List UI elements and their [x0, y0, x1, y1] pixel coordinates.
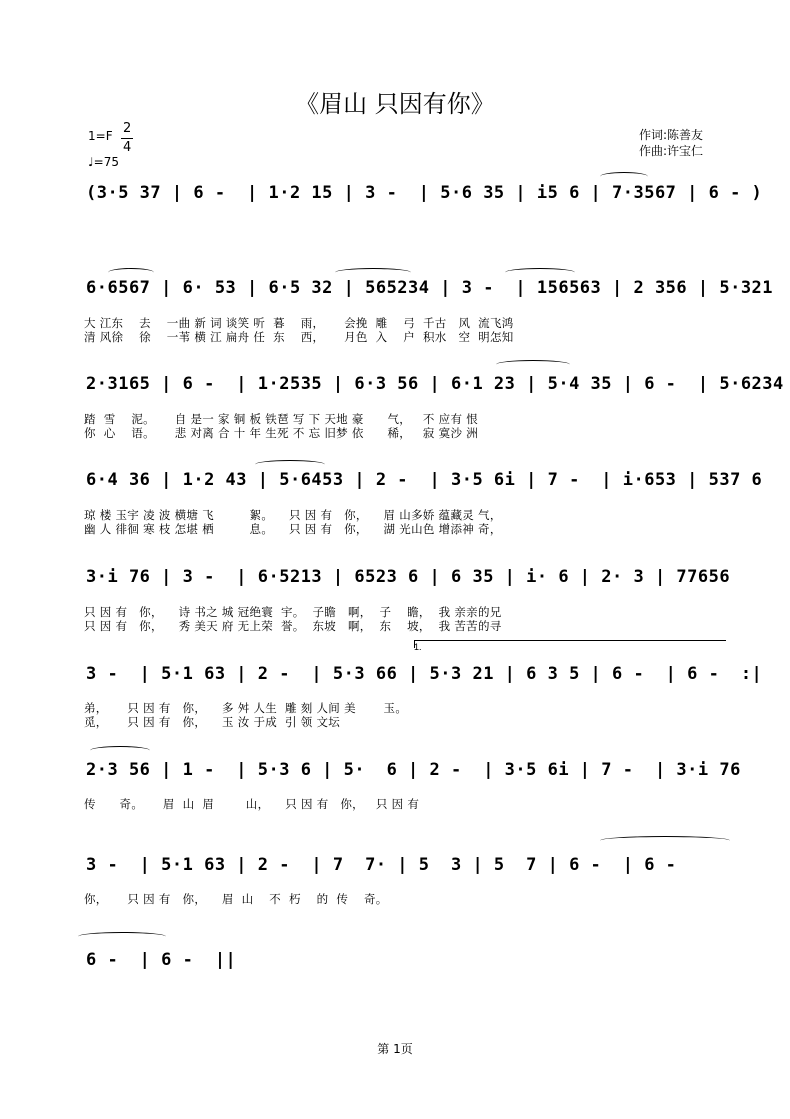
page-number: 第 1页 — [377, 1042, 413, 1056]
time-signature-top: 2 — [123, 121, 132, 136]
lyrics-line-2: 清 风徐 徐 一苇 横 江 扁舟 任 东 西， 月色 入 户 积水 空 明怎知 — [84, 330, 514, 344]
lyricist: 作词:陈善友 — [638, 128, 703, 142]
lyrics-line-1: 弟， 只 因 有 你， 多 舛 人生 雕 刻 人间 美 玉。 — [84, 701, 408, 715]
notes-line: 3 - | 5·1 63 | 2 - | 7 7· | 5 3 | 5 7 | 6 - | 6 - — [86, 855, 677, 875]
composer: 作曲:许宝仁 — [638, 144, 703, 158]
notes-line: 6·6567 | 6· 53 | 6·5 32 | 565234 | 3 - | 156563 | 2 356 | 5·321 — [86, 278, 774, 298]
notes-line: 3 - | 5·1 63 | 2 - | 5·3 66 | 5·3 21 | 6 3 5 | 6 - | 6 - :| — [86, 664, 763, 684]
slur — [496, 360, 570, 369]
notes-line: 6 - | 6 - || — [86, 950, 237, 970]
slur — [108, 268, 154, 277]
notes-line: 2·3 56 | 1 - | 5·3 6 | 5· 6 | 2 - | 3·5 6i | 7 - | 3·i 76 — [86, 760, 741, 780]
slur — [255, 460, 325, 469]
song-title: 《眉山 只因有你》 — [295, 90, 495, 118]
slur — [600, 836, 730, 845]
lyrics-line-1: 传 奇。 眉 山 眉 山， 只 因 有 你， 只 因 有 — [84, 797, 420, 811]
tempo-marking: ♩=75 — [88, 155, 119, 169]
lyrics-line-2: 只 因 有 你， 秀 美天 府 无上荣 誉。 东坡 啊， 东 坡， 我 苦苦的寻 — [84, 619, 502, 633]
slur — [505, 268, 575, 277]
lyrics-line-1: 大 江东 去 一曲 新 词 谈笑 听 暮 雨， 会挽 雕 弓 千古 风 流飞鸿 — [84, 316, 514, 330]
key-signature: 1=F — [88, 129, 113, 143]
notes-line: 6·4 36 | 1·2 43 | 5·6453 | 2 - | 3·5 6i | 7 - | i·653 | 537 6 — [86, 470, 763, 490]
lyrics-line-1: 你， 只 因 有 你， 眉 山 不 朽 的 传 奇。 — [84, 892, 388, 906]
lyrics-line-1: 琼 楼 玉宇 凌 波 横塘 飞 絮。 只 因 有 你， 眉 山多娇 蕴藏灵 气， — [84, 508, 502, 522]
slur — [600, 172, 648, 181]
lyrics-line-2: 幽 人 徘徊 寒 枝 怎堪 栖 息。 只 因 有 你， 湖 光山色 增添神 奇， — [84, 522, 502, 536]
slur — [335, 268, 411, 277]
credits — [639, 127, 703, 159]
notes-line: 3·i 76 | 3 - | 6·5213 | 6523 6 | 6 35 | i· 6 | 2· 3 | 77656 — [86, 567, 731, 587]
volta-bracket — [414, 640, 726, 641]
slur — [90, 746, 150, 755]
lyrics-line-1: 踏 雪 泥。 自 是一 家 铜 板 铁琶 写 下 天地 豪 气， 不 应有 恨 — [84, 412, 479, 426]
lyrics-line-1: 只 因 有 你， 诗 书之 城 冠绝寰 宇。 子瞻 啊， 子 瞻， 我 亲亲的兄 — [84, 605, 502, 619]
lyrics-line-2: 觅， 只 因 有 你， 玉 汝 于成 引 领 文坛 — [84, 715, 341, 729]
time-signature-bottom: 4 — [123, 140, 132, 155]
lyrics-line-2: 你 心 语。 悲 对离 合 十 年 生死 不 忘 旧梦 依 稀， 寂 寞沙 洲 — [84, 426, 479, 440]
time-signature-line — [121, 138, 133, 139]
slur — [78, 932, 166, 941]
notes-line: (3·5 37 | 6 - | 1·2 15 | 3 - | 5·6 35 | i5 6 | 7·3567 | 6 - ) — [86, 183, 763, 203]
notes-line: 2·3165 | 6 - | 1·2535 | 6·3 56 | 6·1 23 | 5·4 35 | 6 - | 5·6234 — [86, 374, 784, 394]
volta-number: 1. — [414, 642, 422, 652]
